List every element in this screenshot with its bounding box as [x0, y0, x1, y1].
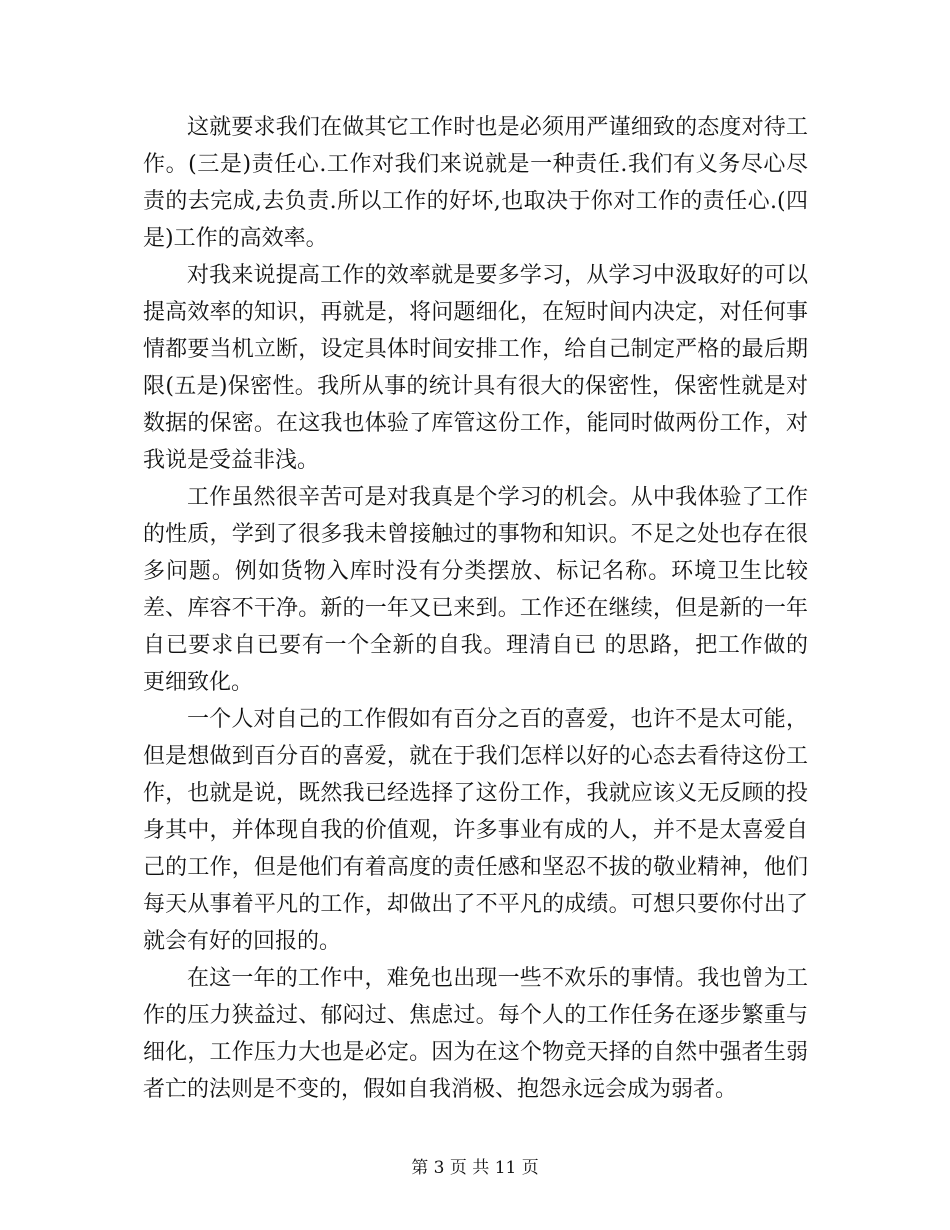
paragraph-2: 对我来说提高工作的效率就是要多学习，从学习中汲取好的可以提高效率的知识，再就是，将问题细化，在短时间内决定，对任何事情都要当机立断，设定具体时间安排工作，给自己制定严格的最后期限(五是)保密性。我所从事的统计具有很大的保密性，保密性就是对数据的保密。在这我也体验了库管这份工作，能同时做两份工作，对我说是受益非浅。 [143, 263, 808, 473]
page-footer: 第 3 页 共 11 页 [411, 1158, 539, 1178]
paragraph-5: 在这一年的工作中，难免也出现一些不欢乐的事情。我也曾为工作的压力狭益过、郁闷过、焦虑过。每个人的工作任务在逐步繁重与细化，工作压力大也是必定。因为在这个物竞天择的自然中强者生弱者亡的法则是不变的，假如自我消极、抱怨永远会成为弱者。 [143, 966, 808, 1102]
paragraph-3: 工作虽然很辛苦可是对我真是个学习的机会。从中我体验了工作的性质，学到了很多我未曾接触过的事物和知识。不足之处也存在很多问题。例如货物入库时没有分类摆放、标记名称。环境卫生比较差、库容不干净。新的一年又已来到。工作还在继续，但是新的一年自已要求自已要有一个全新的自我。理清自已 的思路，把工作做的更细致化。 [143, 485, 808, 695]
paragraph-1: 这就要求我们在做其它工作时也是必须用严谨细致的态度对待工作。(三是)责任心.工作对我们来说就是一种责任.我们有义务尽心尽责的去完成,去负责.所以工作的好坏,也取决于你对工作的责任心.(四是)工作的高效率。 [143, 115, 808, 251]
paragraph-4: 一个人对自己的工作假如有百分之百的喜爱，也许不是太可能，但是想做到百分百的喜爱，就在于我们怎样以好的心态去看待这份工作，也就是说，既然我已经选择了这份工作，我就应该义无反顾的投身其中，并体现自我的价值观，许多事业有成的人，并不是太喜爱自己的工作，但是他们有着高度的责任感和坚忍不拔的敬业精神，他们每天从事着平凡的工作，却做出了不平凡的成绩。可想只要你付出了就会有好的回报的。 [143, 707, 808, 954]
document-body [143, 109, 808, 1108]
